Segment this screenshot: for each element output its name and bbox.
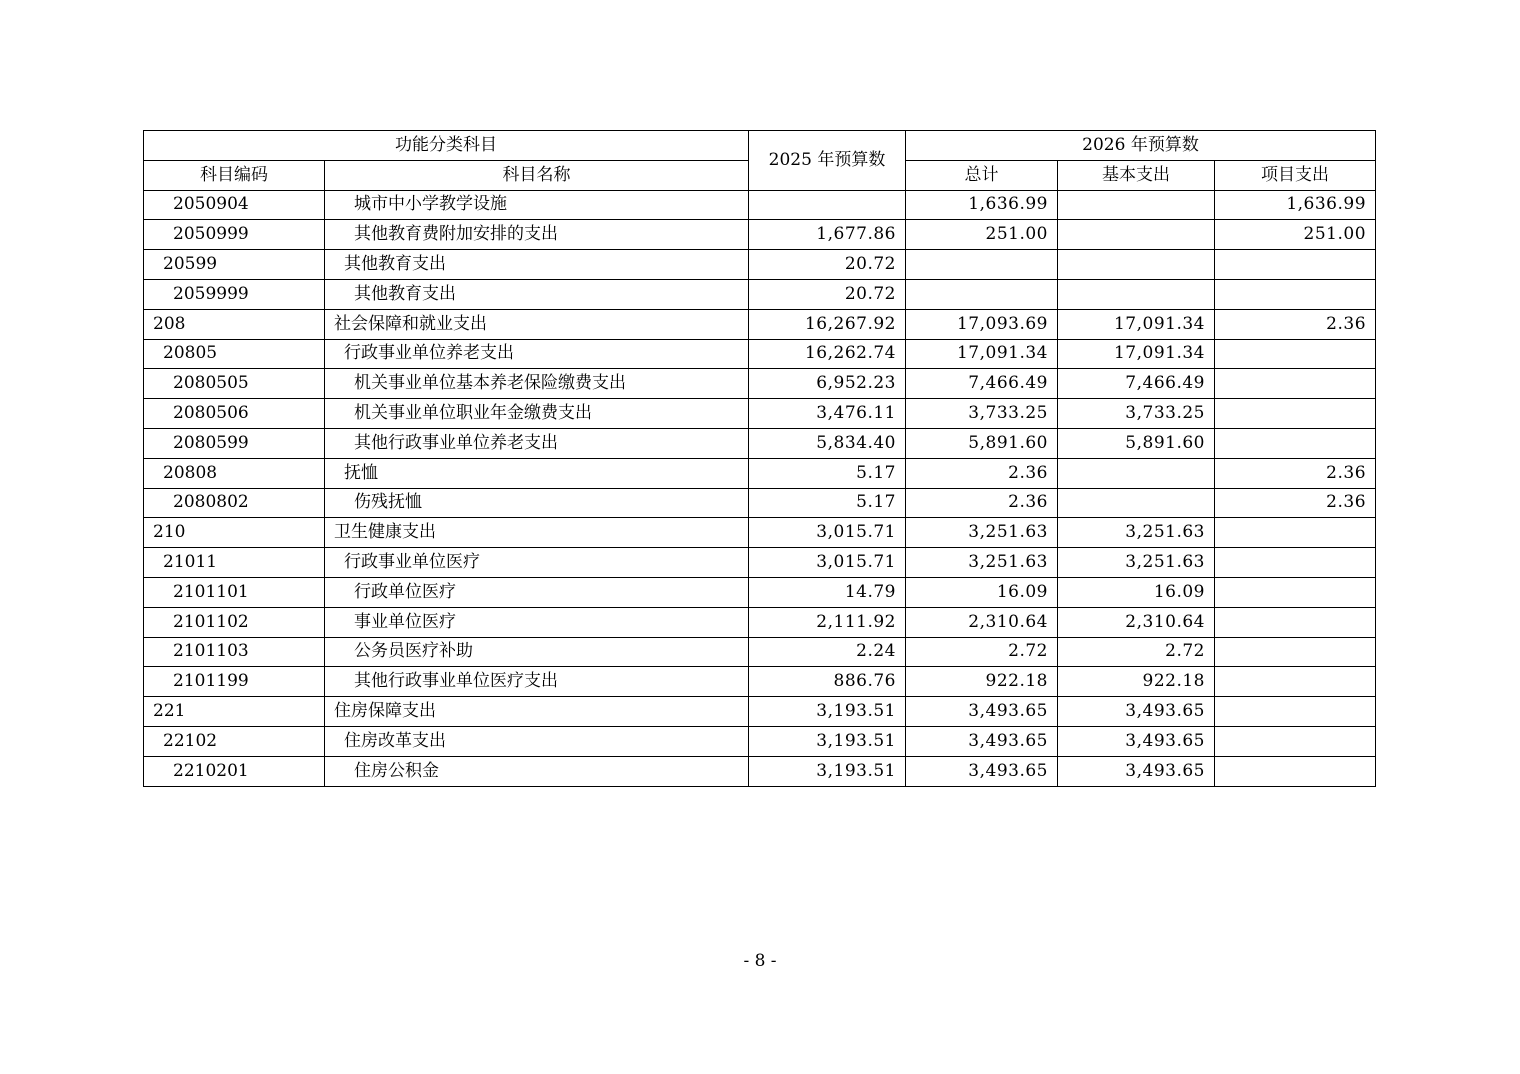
basic-expenditure-cell: 7,466.49 xyxy=(1058,369,1215,399)
basic-expenditure-cell: 3,251.63 xyxy=(1058,518,1215,548)
budget-2026-header: 2026 年预算数 xyxy=(906,131,1376,161)
basic-expenditure-cell xyxy=(1058,279,1215,309)
subject-name-cell: 机关事业单位职业年金缴费支出 xyxy=(325,399,749,429)
project-expenditure-cell xyxy=(1215,756,1376,786)
budget-2026-total-cell: 16.09 xyxy=(906,577,1058,607)
basic-expenditure-cell: 3,493.65 xyxy=(1058,726,1215,756)
budget-2026-total-cell: 17,091.34 xyxy=(906,339,1058,369)
table-row xyxy=(144,518,1376,548)
budget-2026-total-cell: 17,093.69 xyxy=(906,309,1058,339)
subject-name-cell: 卫生健康支出 xyxy=(325,518,749,548)
basic-expenditure-cell: 2.72 xyxy=(1058,637,1215,667)
budget-2025-cell: 3,015.71 xyxy=(749,548,906,578)
project-expenditure-cell xyxy=(1215,548,1376,578)
project-expenditure-cell xyxy=(1215,607,1376,637)
budget-2025-cell: 16,267.92 xyxy=(749,309,906,339)
project-expenditure-cell xyxy=(1215,279,1376,309)
total-column-header: 总计 xyxy=(906,160,1058,190)
table-row xyxy=(144,399,1376,429)
basic-expenditure-cell: 3,493.65 xyxy=(1058,697,1215,727)
project-expenditure-cell xyxy=(1215,369,1376,399)
project-expenditure-cell xyxy=(1215,726,1376,756)
budget-table xyxy=(143,130,1376,787)
basic-expenditure-cell: 3,733.25 xyxy=(1058,399,1215,429)
subject-name-cell: 住房保障支出 xyxy=(325,697,749,727)
subject-code-cell: 20808 xyxy=(144,458,325,488)
budget-2026-total-cell xyxy=(906,250,1058,280)
project-expenditure-cell xyxy=(1215,518,1376,548)
table-row xyxy=(144,190,1376,220)
subject-code-cell: 20805 xyxy=(144,339,325,369)
subject-name-cell: 行政事业单位养老支出 xyxy=(325,339,749,369)
table-row xyxy=(144,220,1376,250)
subject-name-cell: 其他行政事业单位养老支出 xyxy=(325,428,749,458)
table-row xyxy=(144,279,1376,309)
budget-2026-total-cell: 3,493.65 xyxy=(906,726,1058,756)
code-column-header: 科目编码 xyxy=(144,160,325,190)
basic-expenditure-cell xyxy=(1058,220,1215,250)
subject-name-cell: 住房公积金 xyxy=(325,756,749,786)
basic-expenditure-cell: 3,251.63 xyxy=(1058,548,1215,578)
subject-name-cell: 事业单位医疗 xyxy=(325,607,749,637)
budget-2026-total-cell: 2,310.64 xyxy=(906,607,1058,637)
budget-2025-cell: 3,015.71 xyxy=(749,518,906,548)
budget-2025-cell xyxy=(749,190,906,220)
subject-name-cell: 其他行政事业单位医疗支出 xyxy=(325,667,749,697)
subject-name-cell: 抚恤 xyxy=(325,458,749,488)
budget-2025-cell: 3,193.51 xyxy=(749,756,906,786)
subject-name-cell: 社会保障和就业支出 xyxy=(325,309,749,339)
budget-2025-header: 2025 年预算数 xyxy=(749,131,906,191)
project-expenditure-cell xyxy=(1215,250,1376,280)
budget-2026-total-cell: 3,493.65 xyxy=(906,697,1058,727)
project-expenditure-cell: 2.36 xyxy=(1215,309,1376,339)
table-row xyxy=(144,339,1376,369)
subject-code-cell: 2101102 xyxy=(144,607,325,637)
table-row xyxy=(144,488,1376,518)
subject-name-cell: 行政单位医疗 xyxy=(325,577,749,607)
table-row xyxy=(144,577,1376,607)
project-expenditure-cell: 251.00 xyxy=(1215,220,1376,250)
project-expenditure-cell xyxy=(1215,399,1376,429)
table-row xyxy=(144,637,1376,667)
header-row-1 xyxy=(144,131,1376,161)
project-expenditure-cell: 2.36 xyxy=(1215,458,1376,488)
subject-name-cell: 行政事业单位医疗 xyxy=(325,548,749,578)
basic-expenditure-cell: 3,493.65 xyxy=(1058,756,1215,786)
table-body xyxy=(144,190,1376,786)
basic-expenditure-cell xyxy=(1058,488,1215,518)
subject-code-cell: 21011 xyxy=(144,548,325,578)
budget-2025-cell: 3,476.11 xyxy=(749,399,906,429)
subject-name-cell: 机关事业单位基本养老保险缴费支出 xyxy=(325,369,749,399)
name-column-header: 科目名称 xyxy=(325,160,749,190)
project-expenditure-cell xyxy=(1215,697,1376,727)
subject-code-cell: 20599 xyxy=(144,250,325,280)
budget-2025-cell: 886.76 xyxy=(749,667,906,697)
subject-code-cell: 2059999 xyxy=(144,279,325,309)
budget-2025-cell: 3,193.51 xyxy=(749,726,906,756)
project-expenditure-cell xyxy=(1215,428,1376,458)
budget-2026-total-cell: 1,636.99 xyxy=(906,190,1058,220)
project-expenditure-cell xyxy=(1215,637,1376,667)
budget-2026-total-cell: 2.36 xyxy=(906,458,1058,488)
basic-expenditure-cell: 17,091.34 xyxy=(1058,339,1215,369)
budget-2025-cell: 14.79 xyxy=(749,577,906,607)
subject-name-cell: 住房改革支出 xyxy=(325,726,749,756)
budget-2026-total-cell: 3,251.63 xyxy=(906,518,1058,548)
subject-code-cell: 2101101 xyxy=(144,577,325,607)
budget-2025-cell: 5.17 xyxy=(749,458,906,488)
basic-expenditure-cell xyxy=(1058,250,1215,280)
subject-name-cell: 其他教育支出 xyxy=(325,279,749,309)
subject-name-cell: 其他教育支出 xyxy=(325,250,749,280)
subject-code-cell: 2080506 xyxy=(144,399,325,429)
budget-2025-cell: 5,834.40 xyxy=(749,428,906,458)
budget-2026-total-cell: 3,733.25 xyxy=(906,399,1058,429)
project-expenditure-cell xyxy=(1215,339,1376,369)
budget-2025-cell: 2,111.92 xyxy=(749,607,906,637)
subject-code-cell: 210 xyxy=(144,518,325,548)
budget-2025-cell: 1,677.86 xyxy=(749,220,906,250)
table-row xyxy=(144,726,1376,756)
project-expenditure-cell: 2.36 xyxy=(1215,488,1376,518)
budget-2026-total-cell: 3,493.65 xyxy=(906,756,1058,786)
subject-code-cell: 2050999 xyxy=(144,220,325,250)
budget-2025-cell: 20.72 xyxy=(749,250,906,280)
table-row xyxy=(144,428,1376,458)
subject-code-cell: 2101199 xyxy=(144,667,325,697)
project-expenditure-cell: 1,636.99 xyxy=(1215,190,1376,220)
budget-2026-total-cell: 2.36 xyxy=(906,488,1058,518)
basic-expenditure-cell: 17,091.34 xyxy=(1058,309,1215,339)
page-number: - 8 - xyxy=(743,951,777,971)
table-row xyxy=(144,309,1376,339)
table-row xyxy=(144,756,1376,786)
budget-2025-cell: 6,952.23 xyxy=(749,369,906,399)
subject-code-cell: 2050904 xyxy=(144,190,325,220)
basic-expenditure-cell: 2,310.64 xyxy=(1058,607,1215,637)
basic-expenditure-cell: 922.18 xyxy=(1058,667,1215,697)
budget-2025-cell: 2.24 xyxy=(749,637,906,667)
table-row xyxy=(144,369,1376,399)
subject-code-cell: 221 xyxy=(144,697,325,727)
budget-2026-total-cell: 3,251.63 xyxy=(906,548,1058,578)
basic-expenditure-column-header: 基本支出 xyxy=(1058,160,1215,190)
budget-2026-total-cell: 922.18 xyxy=(906,667,1058,697)
project-expenditure-cell xyxy=(1215,577,1376,607)
table-row xyxy=(144,458,1376,488)
subject-name-cell: 公务员医疗补助 xyxy=(325,637,749,667)
table-row xyxy=(144,697,1376,727)
table-row xyxy=(144,548,1376,578)
subject-code-cell: 208 xyxy=(144,309,325,339)
project-expenditure-cell xyxy=(1215,667,1376,697)
budget-2025-cell: 3,193.51 xyxy=(749,697,906,727)
basic-expenditure-cell xyxy=(1058,458,1215,488)
subject-code-cell: 2080505 xyxy=(144,369,325,399)
subject-code-cell: 22102 xyxy=(144,726,325,756)
subject-code-cell: 2101103 xyxy=(144,637,325,667)
basic-expenditure-cell xyxy=(1058,190,1215,220)
project-expenditure-column-header: 项目支出 xyxy=(1215,160,1376,190)
functional-category-header: 功能分类科目 xyxy=(144,131,749,161)
budget-2025-cell: 16,262.74 xyxy=(749,339,906,369)
budget-2025-cell: 5.17 xyxy=(749,488,906,518)
budget-2026-total-cell: 5,891.60 xyxy=(906,428,1058,458)
table-row xyxy=(144,667,1376,697)
subject-code-cell: 2210201 xyxy=(144,756,325,786)
basic-expenditure-cell: 16.09 xyxy=(1058,577,1215,607)
subject-name-cell: 伤残抚恤 xyxy=(325,488,749,518)
table-row xyxy=(144,607,1376,637)
budget-2026-total-cell xyxy=(906,279,1058,309)
subject-name-cell: 城市中小学教学设施 xyxy=(325,190,749,220)
budget-2026-total-cell: 2.72 xyxy=(906,637,1058,667)
subject-name-cell: 其他教育费附加安排的支出 xyxy=(325,220,749,250)
budget-2025-cell: 20.72 xyxy=(749,279,906,309)
table-row xyxy=(144,250,1376,280)
subject-code-cell: 2080599 xyxy=(144,428,325,458)
basic-expenditure-cell: 5,891.60 xyxy=(1058,428,1215,458)
budget-2026-total-cell: 7,466.49 xyxy=(906,369,1058,399)
subject-code-cell: 2080802 xyxy=(144,488,325,518)
budget-2026-total-cell: 251.00 xyxy=(906,220,1058,250)
